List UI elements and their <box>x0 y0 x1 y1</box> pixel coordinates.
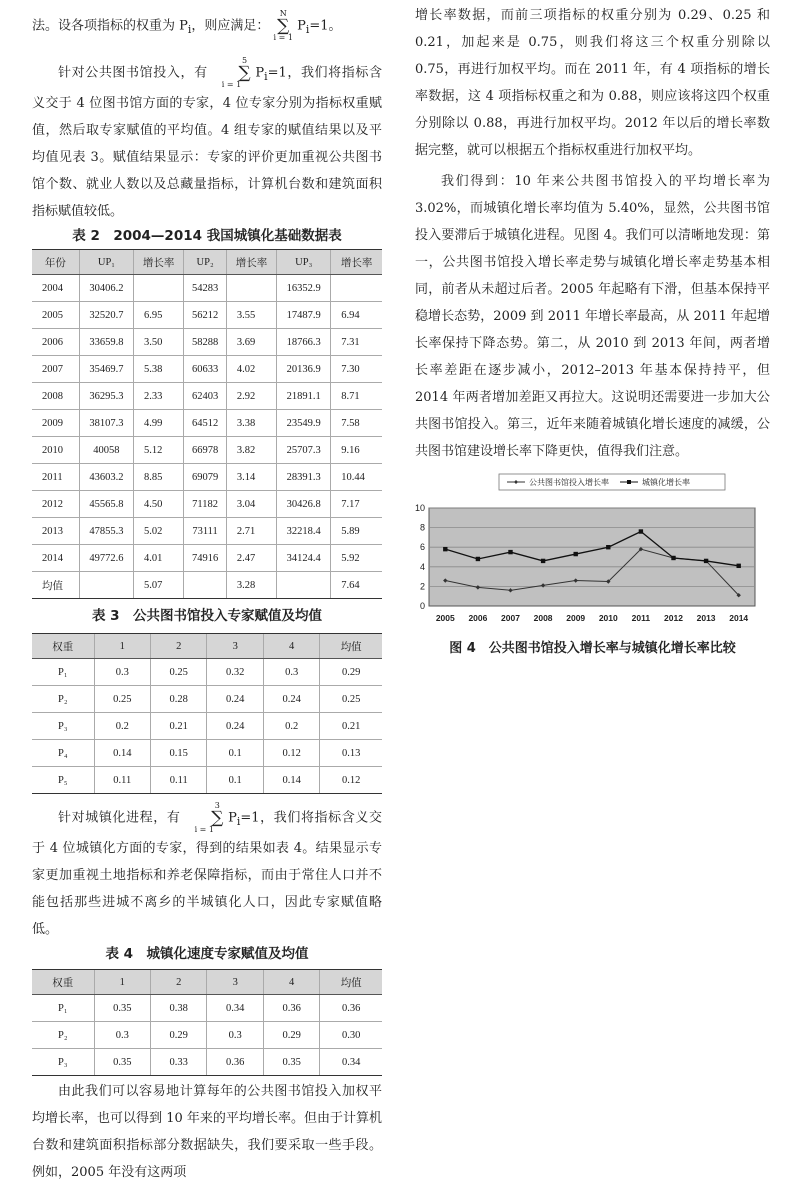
table-row <box>32 1022 382 1049</box>
table-cell: 7.58 <box>331 410 382 437</box>
data-point <box>574 552 578 556</box>
table-cell: 10.44 <box>331 464 382 491</box>
column-header: 2 <box>151 970 207 995</box>
table-cell: 34124.4 <box>277 545 331 572</box>
x-tick-label: 2013 <box>696 613 716 623</box>
y-tick-label: 8 <box>419 522 425 533</box>
data-point <box>737 564 741 568</box>
table-cell: 0.2 <box>263 713 319 740</box>
table-row <box>32 713 382 740</box>
table-cell: 21891.1 <box>277 383 331 410</box>
table-cell: 30426.8 <box>277 491 331 518</box>
table-cell: 0.24 <box>207 713 263 740</box>
x-tick-label: 2006 <box>468 613 488 623</box>
table-cell: 0.14 <box>94 740 150 767</box>
table4 <box>32 969 382 1076</box>
table-cell: 0.12 <box>263 740 319 767</box>
table-cell: 2010 <box>32 437 79 464</box>
sum-bottom: i = 1 <box>194 825 215 835</box>
intro-text-2: ，则应满足： <box>191 18 270 34</box>
table-cell: P₂ <box>32 686 94 713</box>
table-cell: 7.31 <box>331 329 382 356</box>
table-cell: 69079 <box>184 464 227 491</box>
table-cell: 3.38 <box>226 410 276 437</box>
table-cell: 0.24 <box>207 686 263 713</box>
table-cell: 2.47 <box>226 545 276 572</box>
table-cell: 2009 <box>32 410 79 437</box>
table-cell: 0.3 <box>207 1022 263 1049</box>
table-cell: 0.34 <box>320 1049 382 1076</box>
table-cell: 0.24 <box>263 686 319 713</box>
table-cell <box>184 572 227 599</box>
table-row <box>32 275 382 302</box>
table-cell: 7.30 <box>331 356 382 383</box>
table-cell: 0.32 <box>207 659 263 686</box>
table-cell: 0.29 <box>263 1022 319 1049</box>
table-cell: 49772.6 <box>79 545 133 572</box>
table-row <box>32 659 382 686</box>
table-cell: P₃ <box>32 713 94 740</box>
intro-text: 法。设各项指标的权重为 P <box>32 18 188 34</box>
table3 <box>32 633 382 794</box>
data-point <box>541 559 545 563</box>
table-cell: 32218.4 <box>277 518 331 545</box>
table-cell <box>133 275 183 302</box>
x-tick-label: 2011 <box>631 613 651 623</box>
table-cell: 9.16 <box>331 437 382 464</box>
para2-a: 针对城镇化进程，有 <box>58 810 181 826</box>
x-tick-label: 2010 <box>598 613 618 623</box>
sum-bottom: i = 1 <box>221 80 242 90</box>
table-cell: 6.94 <box>331 302 382 329</box>
table-cell: P₃ <box>32 1049 94 1076</box>
table-cell: 2.71 <box>226 518 276 545</box>
intro-text-3: P <box>297 18 306 34</box>
table-cell: 4.01 <box>133 545 183 572</box>
table-row <box>32 410 382 437</box>
table-cell: 28391.3 <box>277 464 331 491</box>
table-cell: 30406.2 <box>79 275 133 302</box>
table-cell: 0.13 <box>320 740 382 767</box>
table-row <box>32 329 382 356</box>
x-tick-label: 2009 <box>566 613 586 623</box>
table-cell: 32520.7 <box>79 302 133 329</box>
table-cell: 23549.9 <box>277 410 331 437</box>
table-cell: 3.69 <box>226 329 276 356</box>
sum-bottom: i = 1 <box>273 33 293 42</box>
table-header-row <box>32 634 382 659</box>
column-header: 增长率 <box>133 250 183 275</box>
column-header: 1 <box>94 634 150 659</box>
table-cell: 2.92 <box>226 383 276 410</box>
data-point <box>508 550 512 554</box>
table-cell: P₁ <box>32 995 94 1022</box>
table-row <box>32 491 382 518</box>
column-header: UP₁ <box>79 250 133 275</box>
table-cell: 0.35 <box>263 1049 319 1076</box>
x-tick-label: 2005 <box>435 613 455 623</box>
table-cell <box>226 275 276 302</box>
table-cell: 8.71 <box>331 383 382 410</box>
column-header: 4 <box>263 634 319 659</box>
table-cell: 2008 <box>32 383 79 410</box>
table-cell: 2014 <box>32 545 79 572</box>
legend-label: 公共图书馆投入增长率 <box>529 478 609 487</box>
table-row <box>32 383 382 410</box>
table-cell: 0.11 <box>94 767 150 794</box>
table-header-row <box>32 250 382 275</box>
table-row <box>32 302 382 329</box>
table-cell: 0.1 <box>207 740 263 767</box>
table-cell: 2013 <box>32 518 79 545</box>
sum-top: N <box>279 9 287 18</box>
column-header: 2 <box>151 634 207 659</box>
table-cell: 0.3 <box>94 1022 150 1049</box>
column-header: UP₃ <box>277 250 331 275</box>
table2 <box>32 249 382 599</box>
table-cell: P₅ <box>32 767 94 794</box>
table-cell: 0.25 <box>151 659 207 686</box>
table-cell: 62403 <box>184 383 227 410</box>
table-cell: 8.85 <box>133 464 183 491</box>
table-cell: 3.28 <box>226 572 276 599</box>
table-cell: 0.36 <box>320 995 382 1022</box>
para1-a: 针对公共图书馆投入，有 <box>58 65 208 81</box>
table-cell: 0.3 <box>263 659 319 686</box>
table-cell: 5.02 <box>133 518 183 545</box>
intro-paragraph: 法。设各项指标的权重为 $P_i$，则应满足： N ∑ i = 1 $P_i=1$。 <box>32 9 342 42</box>
table4-caption: 表 4 城镇化速度专家赋值及均值 <box>105 946 309 963</box>
table-cell: 0.36 <box>263 995 319 1022</box>
table-cell: 0.15 <box>151 740 207 767</box>
table-cell: 0.30 <box>320 1022 382 1049</box>
table-cell: 2005 <box>32 302 79 329</box>
table-cell: 5.12 <box>133 437 183 464</box>
sum-symbol-n: N ∑ i = 1 <box>273 9 293 42</box>
para2-c: =1，我们将指标含义交于 4 位城镇化方面的专家，得到的结果如表 4。结果显示专家更加重视土地指标和养老保障指标，而由于常住人口并不能包括那些进城不离乡的半城镇化人口，因此专家赋值略低。 <box>32 810 382 938</box>
table-cell: 0.34 <box>207 995 263 1022</box>
table-cell: 2004 <box>32 275 79 302</box>
table-cell: 均值 <box>32 572 79 599</box>
y-tick-label: 2 <box>419 581 425 592</box>
table-cell: 71182 <box>184 491 227 518</box>
column-header: 3 <box>207 970 263 995</box>
sum-top: 5 <box>241 56 248 66</box>
table-cell: 0.38 <box>151 995 207 1022</box>
table-cell: 0.28 <box>151 686 207 713</box>
table-cell: 5.38 <box>133 356 183 383</box>
data-point <box>671 556 675 560</box>
data-point <box>476 557 480 561</box>
table-cell <box>79 572 133 599</box>
column-header: 4 <box>263 970 319 995</box>
table-cell: 0.11 <box>151 767 207 794</box>
table-row <box>32 995 382 1022</box>
sum-symbol-5: 5 ∑ i = 1 <box>221 56 251 90</box>
paragraph-urbanization-weights: 针对城镇化进程，有 3 ∑ i = 1 $P_i=1$，我们将指标含义交于 4 位城镇化方面的专家，得到的结果如表 4。结果显示专家更加重视土地指标和养老保障指标，而由于常住人口并不能包括那些进城不离乡的半城镇化人口，因此专家赋值略低。 <box>32 801 382 938</box>
para1-b: P <box>255 65 265 81</box>
table-row <box>32 572 382 599</box>
column-header: 3 <box>207 634 263 659</box>
table-cell: 6.95 <box>133 302 183 329</box>
paragraph-results: 我们得到：10 年来公共图书馆投入的平均增长率为 3.02%，而城镇化增长率均值为 5.40%，显然，公共图书馆投入要滞后于城镇化进程。见图 4。我们可以清晰地发现：第一，公共图书馆投入增长率走势与城镇化增长率走势基本相同，前者从未超过后者。2005 年起略有下滑，但基本保持平稳增长态势，2009 到 2011 年增长率最高，从 2011 年起增长率保持下降态势。第二，从 2010 到 2013 年间，两者增长率差距在逐步减小，2012–2013 年基本保持持平，但 2014 年两者增加差距又再拉大。这说明还需要进一步加大公共图书馆投入。第三，近年来随着城镇化增长速度的减缓，公共图书馆建设增长率下降更快，值得我们注意。 <box>415 174 770 459</box>
table-cell <box>331 275 382 302</box>
table-cell: 2011 <box>32 464 79 491</box>
table-cell: 74916 <box>184 545 227 572</box>
x-tick-label: 2014 <box>729 613 749 623</box>
data-point <box>443 547 447 551</box>
table-cell: 3.50 <box>133 329 183 356</box>
table-cell: 2.33 <box>133 383 183 410</box>
table-cell: 3.14 <box>226 464 276 491</box>
table-cell: 0.21 <box>151 713 207 740</box>
table-cell <box>277 572 331 599</box>
paragraph-missing-data: 增长率数据，而前三项指标的权重分别为 0.29、0.25 和 0.21，加起来是 0.75，则我们将这三个权重分别除以 0.75，再进行加权平均。而在 2011 年，有 4 项指标的增长率数据，这 4 项指标权重之和为 0.88，则应该将这四个权重分别除以 0.88，再进行加权平均。2012 年以后的增长率数据完整，就可以根据五个指标权重进行加权平均。 <box>415 8 770 158</box>
table-cell: 0.21 <box>320 713 382 740</box>
table-cell: 16352.9 <box>277 275 331 302</box>
data-point <box>704 559 708 563</box>
column-header: 均值 <box>320 970 382 995</box>
table-cell: 4.99 <box>133 410 183 437</box>
table-cell: 3.04 <box>226 491 276 518</box>
table-cell: 0.14 <box>263 767 319 794</box>
paragraph-weighted-average: 由此我们可以容易地计算每年的公共图书馆投入加权平均增长率，也可以得到 10 年来的平均增长率。但由于计算机台数和建筑面积指标部分数据缺失，我们要采取一些手段。例如，2005 年没有这两项 <box>32 1084 382 1181</box>
column-header: 年份 <box>32 250 79 275</box>
table-cell: 58288 <box>184 329 227 356</box>
column-header: 1 <box>94 970 150 995</box>
table-cell: 38107.3 <box>79 410 133 437</box>
column-header: UP₂ <box>184 250 227 275</box>
intro-text-4: =1。 <box>309 18 342 34</box>
table-cell: 33659.8 <box>79 329 133 356</box>
table3-caption: 表 3 公共图书馆投入专家赋值及均值 <box>91 608 323 625</box>
table-header-row <box>32 970 382 995</box>
column-header: 权重 <box>32 970 94 995</box>
table-cell: 18766.3 <box>277 329 331 356</box>
table-row <box>32 767 382 794</box>
table-row <box>32 437 382 464</box>
table-row <box>32 356 382 383</box>
legend-label: 城镇化增长率 <box>642 478 690 487</box>
y-tick-label: 6 <box>419 542 425 553</box>
figure-caption: 图 4 公共图书馆投入增长率与城镇化增长率比较 <box>449 641 736 656</box>
para1-c: =1，我们将指标含义交于 4 位图书馆方面的专家，4 位专家分别为指标权重赋值，然后取专家赋值的平均值。4 组专家的赋值结果以及平均值见表 3。赋值结果显示：专家的评价更加重视公共图书馆个数、就业人数以及总藏量指标，计算机台数和建筑面积指标赋值较低。 <box>32 65 382 220</box>
table-cell: 0.25 <box>94 686 150 713</box>
table2-caption: 表 2 2004—2014 我国城镇化基础数据表 <box>72 228 342 245</box>
table-cell: 2007 <box>32 356 79 383</box>
x-tick-label: 2012 <box>664 613 683 623</box>
table-cell: 40058 <box>79 437 133 464</box>
table-cell: 56212 <box>184 302 227 329</box>
table-cell: 43603.2 <box>79 464 133 491</box>
table-cell: 0.36 <box>207 1049 263 1076</box>
table-row <box>32 740 382 767</box>
y-tick-label: 0 <box>419 601 425 611</box>
table-row <box>32 518 382 545</box>
column-header: 增长率 <box>226 250 276 275</box>
table-cell: 64512 <box>184 410 227 437</box>
table-cell: 7.64 <box>331 572 382 599</box>
sum-top: 3 <box>214 801 220 811</box>
table-cell: 5.07 <box>133 572 183 599</box>
table-cell: 17487.9 <box>277 302 331 329</box>
table-cell: 7.17 <box>331 491 382 518</box>
x-tick-label: 2007 <box>501 613 520 623</box>
data-point <box>606 545 610 549</box>
table-cell: 0.3 <box>94 659 150 686</box>
table-cell: 4.50 <box>133 491 183 518</box>
table-cell: 3.55 <box>226 302 276 329</box>
paragraph-library-weights: 针对公共图书馆投入，有 5 ∑ i = 1 $P_i=1$，我们将指标含义交于 4 位图书馆方面的专家，4 位专家分别为指标权重赋值，然后取专家赋值的平均值。4 组专家的赋值结果以及平均值见表 3。赋值结果显示：专家的评价更加重视公共图书馆个数、就业人数以及总藏量指标，计算机台数和建筑面积指标赋值较低。 <box>32 56 382 220</box>
table-cell: 2012 <box>32 491 79 518</box>
table-row <box>32 545 382 572</box>
column-header: 增长率 <box>331 250 382 275</box>
table-cell: 2006 <box>32 329 79 356</box>
table-cell: 4.02 <box>226 356 276 383</box>
table-row <box>32 464 382 491</box>
table-cell: 36295.3 <box>79 383 133 410</box>
table-cell: 0.35 <box>94 1049 150 1076</box>
table-cell: 0.1 <box>207 767 263 794</box>
y-tick-label: 4 <box>419 561 425 572</box>
line-chart <box>415 470 770 630</box>
figure-4 <box>415 470 770 658</box>
table-cell: P₄ <box>32 740 94 767</box>
right-column <box>415 0 770 465</box>
table-cell: 0.33 <box>151 1049 207 1076</box>
data-point <box>639 529 643 533</box>
table-cell: 45565.8 <box>79 491 133 518</box>
table-cell: P₂ <box>32 1022 94 1049</box>
table-cell: 0.12 <box>320 767 382 794</box>
column-header: 权重 <box>32 634 94 659</box>
table-cell: 20136.9 <box>277 356 331 383</box>
table-row <box>32 1049 382 1076</box>
table-cell: 25707.3 <box>277 437 331 464</box>
column-header: 均值 <box>320 634 382 659</box>
table-cell: 5.89 <box>331 518 382 545</box>
sum-symbol-3: 3 ∑ i = 1 <box>194 801 224 835</box>
table-cell: 0.25 <box>320 686 382 713</box>
table-cell: 47855.3 <box>79 518 133 545</box>
table-cell: 0.29 <box>151 1022 207 1049</box>
table-cell: 5.92 <box>331 545 382 572</box>
table-cell: 35469.7 <box>79 356 133 383</box>
table-cell: 0.2 <box>94 713 150 740</box>
table-cell: 73111 <box>184 518 227 545</box>
y-tick-label: 10 <box>415 503 425 513</box>
table-cell: 66978 <box>184 437 227 464</box>
table-cell: 54283 <box>184 275 227 302</box>
table-cell: 3.82 <box>226 437 276 464</box>
table-row <box>32 686 382 713</box>
para2-b: P <box>228 810 237 826</box>
table-cell: 0.29 <box>320 659 382 686</box>
left-column <box>32 0 382 1186</box>
table-cell: P₁ <box>32 659 94 686</box>
table-cell: 60633 <box>184 356 227 383</box>
table-cell: 0.35 <box>94 995 150 1022</box>
x-tick-label: 2008 <box>533 613 553 623</box>
legend-marker <box>627 480 631 484</box>
